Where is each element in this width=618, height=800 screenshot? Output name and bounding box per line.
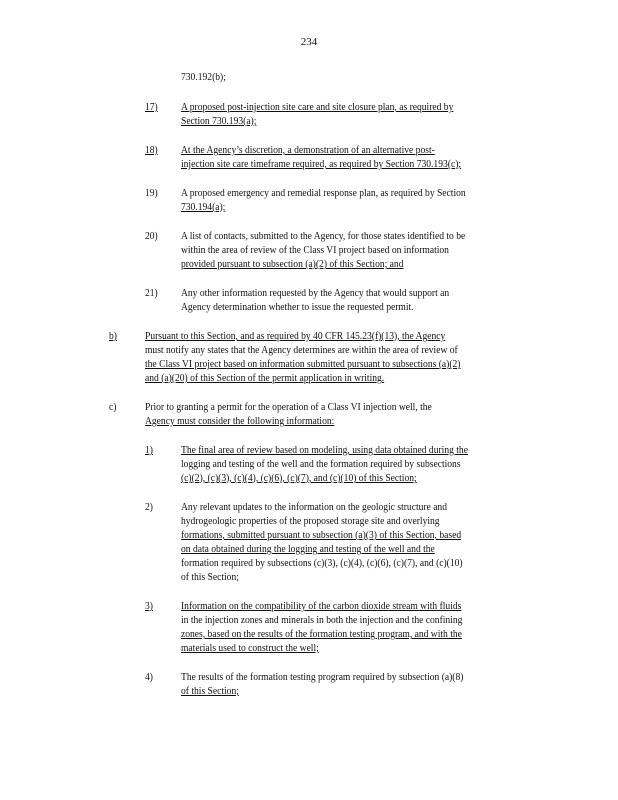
- item-label: 19): [145, 188, 158, 199]
- body-line: zones, based on the results of the formation testing program, and with the: [181, 629, 462, 640]
- body-line: and (a)(20) of this Section of the permit application in writing.: [145, 373, 385, 384]
- body-line: The final area of review based on modeling, using data obtained during the: [181, 445, 468, 456]
- item-label: 21): [145, 288, 158, 299]
- body-line: A list of contacts, submitted to the Agency, for those states identified to be: [181, 231, 466, 242]
- body-line: on data obtained during the logging and testing of the well and the: [181, 544, 435, 555]
- item-label: 17): [145, 102, 158, 113]
- body-line: materials used to construct the well;: [181, 643, 319, 654]
- body-line: Prior to granting a permit for the operation of a Class VI injection well, the: [145, 402, 432, 413]
- body-line: within the area of review of the Class VI project based on information: [181, 245, 449, 256]
- body-line: logging and testing of the well and the formation required by subsections: [181, 459, 461, 470]
- item-label: 1): [145, 445, 153, 456]
- subsection-label: b): [109, 331, 117, 342]
- item-label: 2): [145, 502, 153, 513]
- body-line: Section 730.193(a);: [181, 116, 257, 127]
- body-line: At the Agency’s discretion, a demonstration of an alternative post-: [181, 145, 435, 156]
- body-line: Agency must consider the following information:: [145, 416, 335, 427]
- body-line: provided pursuant to subsection (a)(2) of this Section; and: [181, 259, 404, 270]
- body-line: hydrogeologic properties of the proposed storage site and overlying: [181, 516, 440, 527]
- body-line: 730.194(a);: [181, 202, 226, 213]
- body-line: of this Section;: [181, 686, 239, 697]
- subsection-label: c): [109, 402, 117, 413]
- body-line: 730.192(b);: [181, 72, 226, 83]
- item-label: 4): [145, 672, 153, 683]
- page-number: 234: [300, 36, 318, 48]
- body-line: A proposed post-injection site care and site closure plan, as required by: [181, 102, 454, 113]
- body-line: Pursuant to this Section, and as required by 40 CFR 145.23(f)(13), the Agency: [145, 331, 446, 342]
- body-line: of this Section;: [181, 572, 239, 583]
- item-label: 18): [145, 145, 158, 156]
- body-line: must notify any states that the Agency determines are within the area of review of: [145, 345, 458, 356]
- body-line: in the injection zones and minerals in both the injection and the confining: [181, 615, 463, 626]
- body-line: (c)(2), (c)(3), (c)(4), (c)(6), (c)(7), and (c)(10) of this Section;: [181, 473, 417, 484]
- item-label: 20): [145, 231, 158, 242]
- item-label: 3): [145, 601, 153, 612]
- body-line: A proposed emergency and remedial response plan, as required by Section: [181, 188, 466, 199]
- body-line: formations, submitted pursuant to subsection (a)(3) of this Section, based: [181, 530, 462, 541]
- body-line: Any other information requested by the Agency that would support an: [181, 288, 450, 299]
- body-line: the Class VI project based on information submitted pursuant to subsections (a)(2): [145, 359, 461, 370]
- body-line: Any relevant updates to the information on the geologic structure and: [181, 502, 447, 513]
- body-line: Information on the compatibility of the carbon dioxide stream with fluids: [181, 601, 462, 612]
- body-line: Agency determination whether to issue the requested permit.: [181, 302, 414, 313]
- body-line: injection site care timeframe required, as required by Section 730.193(c);: [181, 159, 462, 170]
- body-line: The results of the formation testing program required by subsection (a)(8): [181, 672, 464, 683]
- body-line: formation required by subsections (c)(3), (c)(4), (c)(6), (c)(7), and (c)(10): [181, 558, 463, 569]
